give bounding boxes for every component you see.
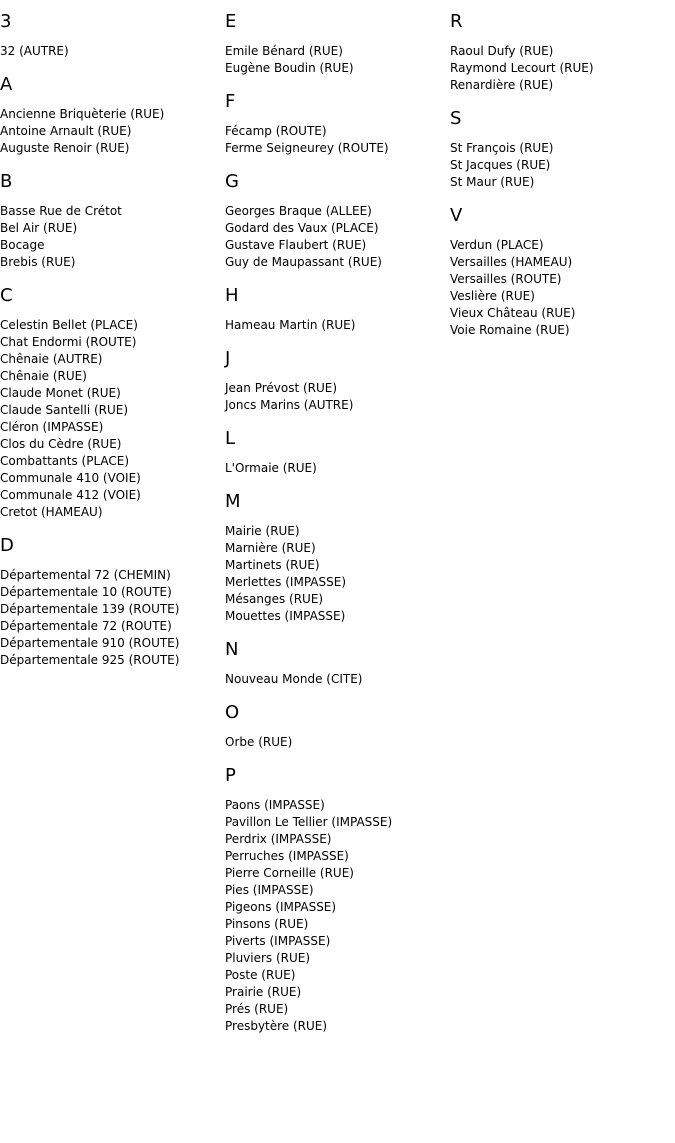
street-name: Pies (IMPASSE)	[225, 883, 314, 897]
street-name: Martinets (RUE)	[225, 558, 320, 572]
street-name: Départementale 910 (ROUTE)	[0, 636, 180, 650]
street-name: Marnière (RUE)	[225, 541, 316, 555]
street-name: Versailles (HAMEAU)	[450, 255, 573, 269]
street-name: Mésanges (RUE)	[225, 592, 324, 606]
letter-group	[0, 285, 225, 521]
street-list	[225, 380, 450, 414]
street-name: L'Ormaie (RUE)	[225, 461, 317, 475]
street-name: Pierre Corneille (RUE)	[225, 866, 354, 880]
street-name: Nouveau Monde (CITE)	[225, 672, 363, 686]
letter-heading: P	[225, 765, 236, 786]
street-name: Communale 412 (VOIE)	[0, 488, 141, 502]
street-name: Celestin Bellet (PLACE)	[0, 318, 138, 332]
street-name: Perdrix (IMPASSE)	[225, 832, 332, 846]
street-name: Départementale 139 (ROUTE)	[0, 602, 180, 616]
letter-heading: L	[225, 428, 236, 449]
letter-heading: S	[450, 108, 462, 129]
letter-group	[0, 171, 225, 271]
letter-group	[0, 535, 225, 669]
street-name: Clos du Cèdre (RUE)	[0, 437, 122, 451]
street-name: Veslière (RUE)	[450, 289, 535, 303]
street-list	[225, 203, 450, 271]
street-name: Godard des Vaux (PLACE)	[225, 221, 379, 235]
letter-group	[450, 108, 675, 191]
street-name: Raoul Dufy (RUE)	[450, 44, 554, 58]
letter-group	[225, 639, 450, 688]
letter-group	[225, 285, 450, 334]
letter-heading: G	[225, 171, 239, 192]
letter-heading: M	[225, 491, 241, 512]
street-name: St Jacques (RUE)	[450, 158, 551, 172]
street-name: Départementale 72 (ROUTE)	[0, 619, 172, 633]
street-name: Pavillon Le Tellier (IMPASSE)	[225, 815, 393, 829]
street-list	[0, 317, 225, 521]
letter-heading: A	[0, 74, 13, 95]
street-name: Ancienne Briquèterie (RUE)	[0, 107, 165, 121]
street-name: Piverts (IMPASSE)	[225, 934, 331, 948]
street-name: Orbe (RUE)	[225, 735, 293, 749]
street-name: 32 (AUTRE)	[0, 44, 69, 58]
letter-heading: F	[225, 91, 236, 112]
letter-group	[225, 348, 450, 414]
street-list	[0, 106, 225, 157]
street-name: Ferme Seigneurey (ROUTE)	[225, 141, 389, 155]
letter-heading: E	[225, 11, 237, 32]
street-list	[450, 237, 675, 339]
street-name: Hameau Martin (RUE)	[225, 318, 356, 332]
street-list	[450, 140, 675, 191]
street-name: Poste (RUE)	[225, 968, 296, 982]
letter-group	[0, 74, 225, 157]
street-name: Chênaie (RUE)	[0, 369, 87, 383]
letter-heading: D	[0, 535, 14, 556]
street-name: Chat Endormi (ROUTE)	[0, 335, 137, 349]
street-name: St François (RUE)	[450, 141, 554, 155]
street-name: Vieux Château (RUE)	[450, 306, 576, 320]
street-list	[450, 43, 675, 94]
street-name: Georges Braque (ALLEE)	[225, 204, 372, 218]
letter-group	[225, 11, 450, 77]
street-name: Mouettes (IMPASSE)	[225, 609, 346, 623]
street-name: Cléron (IMPASSE)	[0, 420, 104, 434]
street-name: Communale 410 (VOIE)	[0, 471, 141, 485]
street-name: Versailles (ROUTE)	[450, 272, 562, 286]
street-list	[0, 43, 225, 60]
street-list	[225, 43, 450, 77]
street-name: Départementale 925 (ROUTE)	[0, 653, 180, 667]
street-list	[225, 797, 450, 1035]
street-name: Prairie (RUE)	[225, 985, 302, 999]
street-name: Chênaie (AUTRE)	[0, 352, 103, 366]
street-name: Raymond Lecourt (RUE)	[450, 61, 594, 75]
letter-heading: C	[0, 285, 13, 306]
letter-group	[225, 91, 450, 157]
letter-heading: R	[450, 11, 463, 32]
street-name: Perruches (IMPASSE)	[225, 849, 349, 863]
street-name: Combattants (PLACE)	[0, 454, 130, 468]
street-name: Jean Prévost (RUE)	[225, 381, 338, 395]
street-name: Merlettes (IMPASSE)	[225, 575, 346, 589]
index-column-1	[0, 0, 225, 683]
street-list	[225, 523, 450, 625]
index-column-3	[450, 0, 675, 353]
street-name: Voie Romaine (RUE)	[450, 323, 570, 337]
letter-group	[225, 171, 450, 271]
letter-heading: B	[0, 171, 13, 192]
street-name: Pinsons (RUE)	[225, 917, 309, 931]
street-list	[0, 567, 225, 669]
street-name: Claude Monet (RUE)	[0, 386, 121, 400]
letter-heading: V	[450, 205, 463, 226]
street-name: Verdun (PLACE)	[450, 238, 544, 252]
letter-heading: J	[225, 348, 231, 369]
street-list	[225, 317, 450, 334]
street-name: Presbytère (RUE)	[225, 1019, 328, 1033]
street-name: Départemental 72 (CHEMIN)	[0, 568, 171, 582]
street-name: Brebis (RUE)	[0, 255, 76, 269]
letter-heading: H	[225, 285, 239, 306]
letter-group	[450, 11, 675, 94]
letter-heading: 3	[0, 11, 12, 32]
street-name: Bocage	[0, 238, 45, 252]
street-name: Emile Bénard (RUE)	[225, 44, 343, 58]
street-name: Basse Rue de Crétot	[0, 204, 122, 218]
street-name: Bel Air (RUE)	[0, 221, 78, 235]
letter-group	[225, 765, 450, 1035]
street-name: Paons (IMPASSE)	[225, 798, 325, 812]
street-list	[0, 203, 225, 271]
street-name: Départementale 10 (ROUTE)	[0, 585, 172, 599]
street-list	[225, 734, 450, 751]
street-name: St Maur (RUE)	[450, 175, 535, 189]
street-name: Auguste Renoir (RUE)	[0, 141, 130, 155]
street-name: Mairie (RUE)	[225, 524, 300, 538]
letter-heading: N	[225, 639, 239, 660]
street-name: Gustave Flaubert (RUE)	[225, 238, 367, 252]
street-name: Joncs Marins (AUTRE)	[225, 398, 354, 412]
street-list	[225, 671, 450, 688]
street-name: Renardière (RUE)	[450, 78, 554, 92]
letter-group	[450, 205, 675, 339]
street-list	[225, 460, 450, 477]
letter-group	[225, 428, 450, 477]
street-name: Pluviers (RUE)	[225, 951, 311, 965]
letter-group	[225, 491, 450, 625]
street-name: Eugène Boudin (RUE)	[225, 61, 354, 75]
street-name: Claude Santelli (RUE)	[0, 403, 129, 417]
index-column-2	[225, 0, 450, 1049]
street-name: Antoine Arnault (RUE)	[0, 124, 132, 138]
street-name: Cretot (HAMEAU)	[0, 505, 103, 519]
street-name: Pigeons (IMPASSE)	[225, 900, 337, 914]
letter-heading: O	[225, 702, 240, 723]
street-name: Fécamp (ROUTE)	[225, 124, 327, 138]
street-name: Guy de Maupassant (RUE)	[225, 255, 382, 269]
street-name: Prés (RUE)	[225, 1002, 289, 1016]
street-list	[225, 123, 450, 157]
letter-group	[225, 702, 450, 751]
letter-group	[0, 11, 225, 60]
